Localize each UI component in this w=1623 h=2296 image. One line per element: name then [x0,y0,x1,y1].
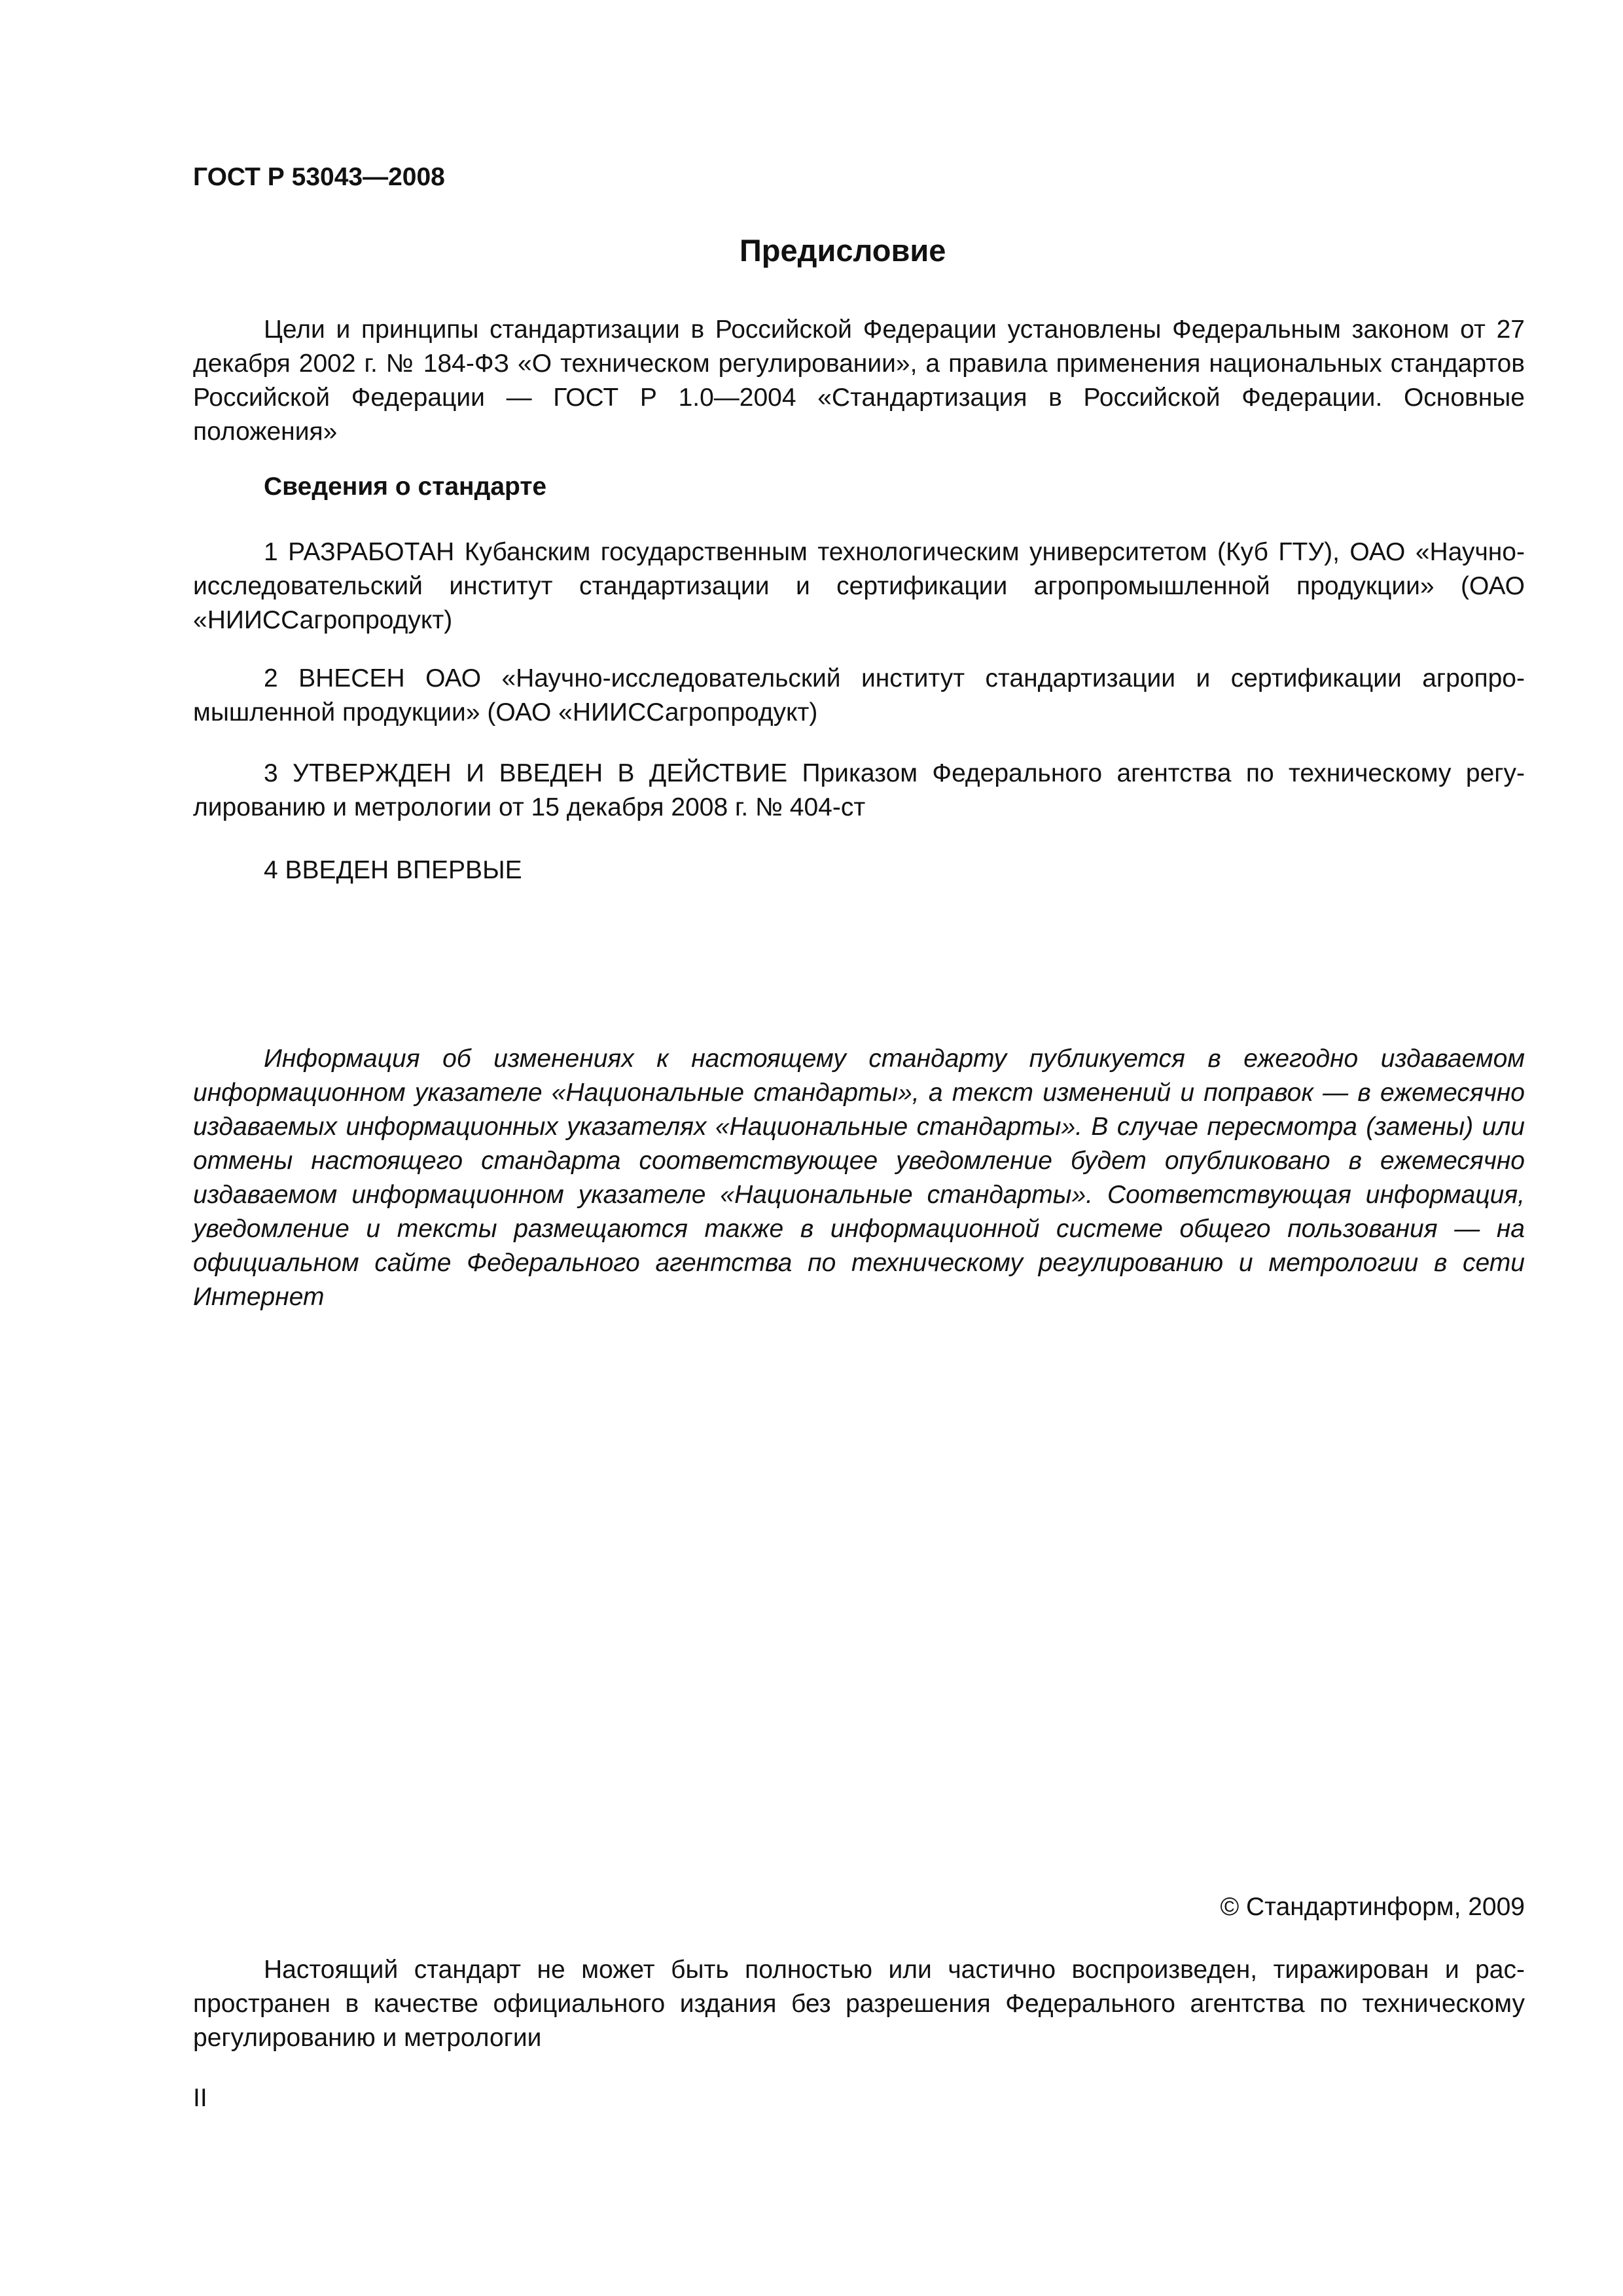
reproduction-notice: Настоящий стандарт не может быть полностью или частично воспроизведен, тиражирован и распространен в качестве официального издания без разрешения Федерального агентства по техническому регулированию и метрологии [193,1956,1525,2052]
page-title: Предисловие [740,233,946,268]
changes-notice: Информация об изменениях к настоящему стандарту публикуется в ежегодно издаваемом информационном указателе «Национальные стандарты», а текст изменений и поправок — в ежемесячно издаваемых информационных указателях «Национальные стандарты». В случае пересмотра (замены) или отмены настоящего стандарта соответствующее уведомление будет опубликовано в ежемесячно издаваемом информационном указателе «Национальные стандарты». Соответствующая информация, уведомление и тексты размещаются также в информационной системе общего пользования — на официальном сайте Федерального агентства по техническому регулированию и метрологии в сети Интернет [193,1045,1525,1311]
page-number: II [193,2084,207,2112]
copyright-line: © Стандартинформ, 2009 [1220,1893,1525,1921]
intro-paragraph: Цели и принципы стандартизации в Российской Федерации установлены Федеральным законом от 27 декабря 2002 г. № 184-ФЗ «О техническом регулировании», а правила применения национальных стандартов Российской Федерации — ГОСТ Р 1.0—2004 «Стандартизация в Российской Федерации. Основные положения» [193,315,1525,446]
info-item-developed: 1 РАЗРАБОТАН Кубанским государственным технологическим университетом (Куб ГТУ), ОАО «Научно-исследовательский институт стандартизации и сертификации агропромышленной продукции» (ОАО «НИИССагропродукт) [193,538,1525,634]
info-item-approved: 3 УТВЕРЖДЕН И ВВЕДЕН В ДЕЙСТВИЕ Приказом Федерального агентства по техническому регулированию и метрологии от 15 декабря 2008 г. № 404-ст [193,759,1525,821]
document-header: ГОСТ Р 53043—2008 [193,163,445,191]
section-subheading: Сведения о стандарте [264,473,547,501]
info-item-first-introduced: 4 ВВЕДЕН ВПЕРВЫЕ [264,856,522,884]
info-item-submitted: 2 ВНЕСЕН ОАО «Научно-исследовательский институт стандартизации и сертификации агропромышленной продукции» (ОАО «НИИССагропродукт) [193,664,1525,726]
